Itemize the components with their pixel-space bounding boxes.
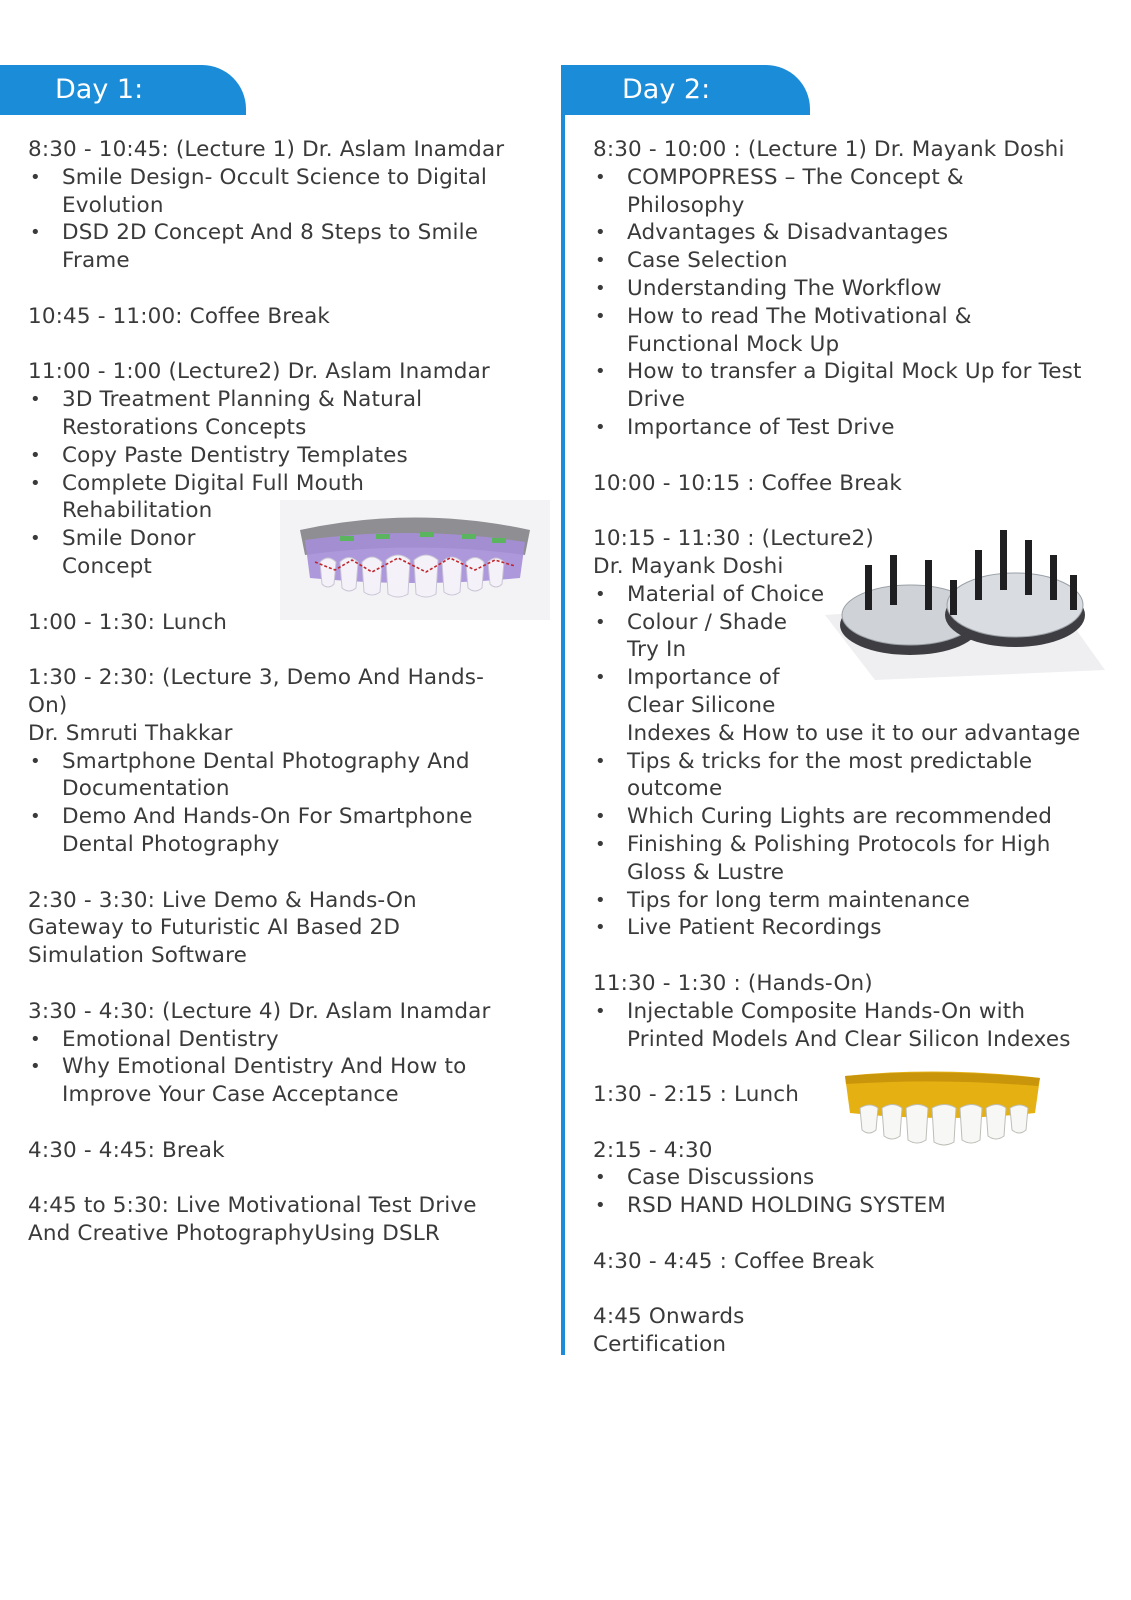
topic-item: • Which Curing Lights are recommended <box>593 803 1123 831</box>
topic-item: • Demo And Hands-On For Smartphone Dental Photography <box>28 803 548 859</box>
topic-item: • Finishing & Polishing Protocols for High Gloss & Lustre <box>593 831 1107 887</box>
smile-design-teeth-image <box>280 500 550 620</box>
gold-crown-model-image <box>840 1068 1045 1153</box>
topic-item: • Why Emotional Dentistry And How to Improve Your Case Acceptance <box>28 1053 548 1109</box>
topic-item: • Emotional Dentistry <box>28 1026 548 1054</box>
silicone-index-model-image <box>815 520 1110 685</box>
session-time: 3:30 - 4:30: (Lecture 4) Dr. Aslam Inamdar <box>28 998 491 1024</box>
topic-item: • Case Selection <box>593 247 1123 275</box>
session-speaker: Dr. Smruti Thakkar <box>28 720 233 746</box>
session-time: 8:30 - 10:45: (Lecture 1) Dr. Aslam Inamdar <box>28 137 505 162</box>
session-time: 4:45 Onwards <box>593 1304 745 1330</box>
session-topics <box>593 748 1123 943</box>
topic-item: • Importance of Clear Silicone <box>593 664 797 720</box>
session-time: 1:30 - 2:30: (Lecture 3, Demo And Hands-On) <box>28 665 485 718</box>
topic-item: • Complete Digital Full Mouth Rehabilitation <box>28 470 392 526</box>
session-time: 10:45 - 11:00: Coffee Break <box>28 303 331 329</box>
topic-item: • DSD 2D Concept And 8 Steps to Smile Frame <box>28 219 502 275</box>
session-time: 1:00 - 1:30: Lunch <box>28 609 228 635</box>
session-time: 4:45 to 5:30: Live Motivational Test Drive And Creative PhotographyUsing DSLR <box>28 1193 477 1247</box>
session-time: 11:30 - 1:30 : (Hands-On) <box>593 970 873 996</box>
topic-item: • How to read The Motivational & Functional Mock Up <box>593 303 1027 359</box>
topic-item: • Tips for long term maintenance <box>593 887 1123 915</box>
column-divider <box>561 65 565 1355</box>
session-topics <box>28 1026 548 1109</box>
session-topics <box>593 1164 1123 1220</box>
session-time: 4:30 - 4:45 : Coffee Break <box>593 1248 875 1274</box>
topic-item: • Case Discussions <box>593 1164 1123 1192</box>
topic-item: • COMPOPRESS – The Concept & Philosophy <box>593 164 1007 220</box>
session-time: 1:30 - 2:15 : Lunch <box>593 1082 800 1108</box>
session-time: 4:30 - 4:45: Break <box>28 1137 225 1163</box>
session-topics <box>28 748 548 859</box>
topic-item: • Understanding The Workflow <box>593 275 1123 303</box>
day2-heading: Day 2: <box>622 74 711 105</box>
topic-item: • Advantages & Disadvantages <box>593 219 1123 247</box>
session-time: 11:00 - 1:00 (Lecture2) Dr. Aslam Inamdar <box>28 359 490 385</box>
day1-heading-tab <box>0 65 246 115</box>
topic-item: • Material of Choice <box>593 581 1123 609</box>
day2-schedule <box>593 136 1123 1359</box>
session-topics <box>28 164 548 275</box>
session-time: 2:15 - 4:30 <box>593 1137 713 1163</box>
topic-item: • Copy Paste Dentistry Templates <box>28 442 548 470</box>
topic-item: • Smile Donor Concept <box>28 525 212 581</box>
session-topics <box>593 164 1123 442</box>
day1-heading: Day 1: <box>55 74 144 105</box>
session-time: 8:30 - 10:00 : (Lecture 1) Dr. Mayank Doshi <box>593 137 1065 162</box>
topic-item: • Smartphone Dental Photography And Documentation <box>28 748 548 804</box>
session-time: 10:15 - 11:30 : (Lecture2) <box>593 526 874 552</box>
topic-item: • Injectable Composite Hands-On with Printed Models And Clear Silicon Indexes <box>593 998 1107 1054</box>
topic-continuation: Indexes & How to use it to our advantage <box>627 720 1081 746</box>
topic-item: • Importance of Test Drive <box>593 414 1123 442</box>
topic-item: • 3D Treatment Planning & Natural Restorations Concepts <box>28 386 462 442</box>
day1-schedule <box>28 136 548 1248</box>
day2-heading-tab <box>562 65 810 115</box>
session-time: 10:00 - 10:15 : Coffee Break <box>593 470 903 496</box>
session-speaker: Certification <box>593 1332 727 1358</box>
topic-item: • How to transfer a Digital Mock Up for Test Drive <box>593 358 1087 414</box>
topic-item: • Smile Design- Occult Science to Digital Evolution <box>28 164 548 220</box>
topic-item: • Colour / Shade Try In <box>593 609 807 665</box>
session-topics <box>593 998 1123 1054</box>
session-speaker: Dr. Mayank Doshi <box>593 553 784 579</box>
topic-item: • RSD HAND HOLDING SYSTEM <box>593 1192 1123 1220</box>
topic-item: • Live Patient Recordings <box>593 914 1123 942</box>
session-time: 2:30 - 3:30: Live Demo & Hands-On Gateway to Futuristic AI Based 2D Simulation Software <box>28 887 417 969</box>
topic-item: • Tips & tricks for the most predictable outcome <box>593 748 1067 804</box>
